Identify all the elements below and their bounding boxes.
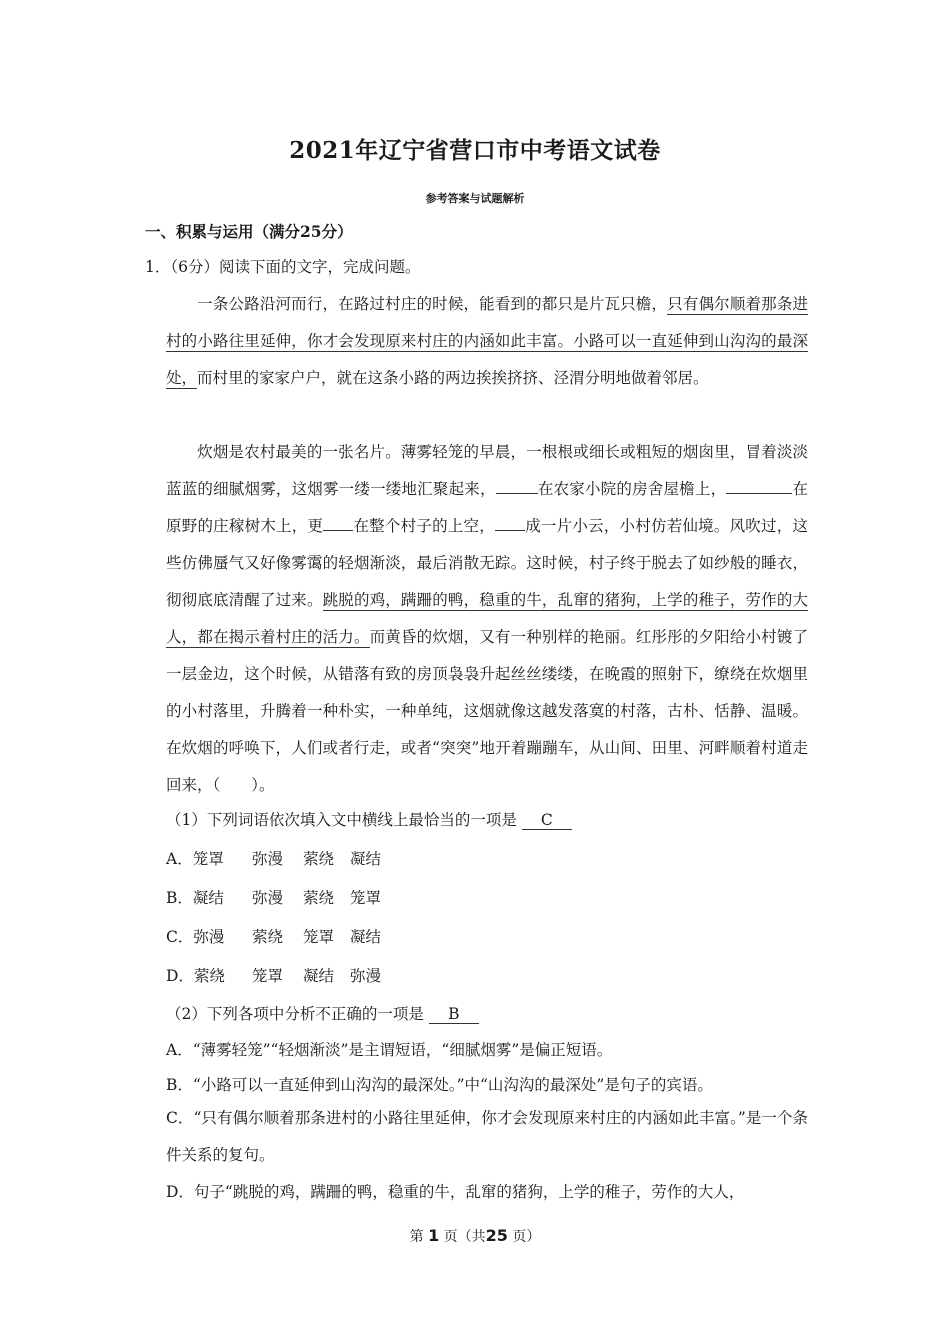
fill-blank-4 — [495, 516, 525, 531]
passage-text: 炊烟是农村最美的一张名片。薄雾轻笼的早晨，一根根或细长或粗短的烟囱里，冒着淡淡蓝蓝的细腻烟雾，这烟雾一缕一缕地汇聚起来， — [166, 443, 808, 498]
option-d-analysis: D．句子“跳脱的鸡，蹒跚的鸭，稳重的牛，乱窜的猪狗，上学的稚子，劳作的大人， — [166, 1183, 745, 1201]
section-heading: 一、积累与运用（满分25分） — [145, 222, 353, 241]
passage-text: 在农家小院的房舍屋檐上， — [537, 480, 727, 498]
document-title: 2021年辽宁省营口市中考语文试卷 — [289, 137, 661, 164]
question-stem: 1．（6分）阅读下面的文字，完成问题。 — [145, 258, 421, 276]
document-subtitle: 参考答案与试题解析 — [425, 192, 525, 205]
underlined-sentence: 小路可以一直延伸到山沟沟的最深处， — [166, 332, 808, 387]
option-b: B．凝结 弥漫 萦绕 笼罩 — [166, 889, 382, 907]
passage-text: 而村里的家家户户，就在这条小路的两边挨挨挤挤、泾渭分明地做着邻居。 — [197, 369, 709, 387]
answer-blank: C — [522, 811, 572, 830]
option-b-analysis: B．“小路可以一直延伸到山沟沟的最深处。”中“山沟沟的最深处”是句子的宾语。 — [166, 1076, 713, 1094]
underlined-sentence: 只有偶尔顺着那条进村的小路往里延伸，你才会发现原来村庄的内涵如此丰富。 — [166, 295, 808, 350]
option-d: D．萦绕 笼罩 凝结 弥漫 — [166, 967, 382, 985]
answer-blank: B — [429, 1005, 479, 1024]
page-number: 1 — [428, 1226, 440, 1245]
passage-text: 而黄昏的炊烟，又有一种别样的艳丽。红彤彤的夕阳给小村镀了一层金边，这个时候，从错落有致的房顶袅袅升起丝丝缕缕，在晚霞的照射下，缭绕在炊烟里的小村落里，升腾着一种朴实，一种单纯，这烟就像这越发落寞的村落，古朴、恬静、温暖。在炊烟的呼唤下，人们或者行走，或者“突突”地开着蹦蹦车，从山间、田里、河畔顺着村道走回来，（ ）。 — [166, 628, 808, 794]
option-a: A．笼罩 弥漫 萦绕 凝结 — [166, 850, 382, 868]
option-a-analysis: A．“薄雾轻笼”“轻烟渐淡”是主谓短语，“细腻烟雾”是偏正短语。 — [166, 1041, 613, 1059]
fill-blank-1 — [496, 479, 538, 494]
underlined-sentence: 跳脱的鸡，蹒跚的鸭，稳重的牛，乱窜的猪狗，上学的稚子，劳作的大人，都在揭示着村庄的活力。 — [166, 591, 808, 646]
fill-blank-2 — [726, 479, 792, 494]
subquestion-text: （1）下列词语依次填入文中横线上最恰当的一项是 — [166, 811, 517, 829]
fill-blank-3 — [323, 516, 353, 531]
passage-text: 在原野的庄稼树木上，更 — [166, 480, 808, 535]
passage-paragraph-1 — [166, 286, 808, 397]
passage-paragraph-2 — [166, 434, 808, 804]
passage-text: 成一片小云，小村仿若仙境。风吹过，这些仿佛蜃气又好像雾霭的轻烟渐淡，最后消散无踪。这时候，村子终于脱去了如纱般的睡衣，彻彻底底清醒了过来。 — [166, 517, 808, 609]
total-pages: 25 — [485, 1226, 508, 1245]
subquestion-1-stem — [166, 808, 572, 830]
option-c-analysis: C．“只有偶尔顺着那条进村的小路往里延伸，你才会发现原来村庄的内涵如此丰富。”是一个条件关系的复句。 — [166, 1109, 808, 1164]
subquestion-2-stem — [166, 1002, 479, 1024]
passage-text: 在整个村子的上空， — [353, 517, 495, 535]
page-footer: 第 1 页（共25 页） — [409, 1226, 541, 1245]
passage-text: 一条公路沿河而行，在路过村庄的时候，能看到的都只是片瓦只檐， — [197, 295, 668, 313]
subquestion-text: （2）下列各项中分析不正确的一项是 — [166, 1005, 424, 1023]
option-c: C．弥漫 萦绕 笼罩 凝结 — [166, 928, 382, 946]
